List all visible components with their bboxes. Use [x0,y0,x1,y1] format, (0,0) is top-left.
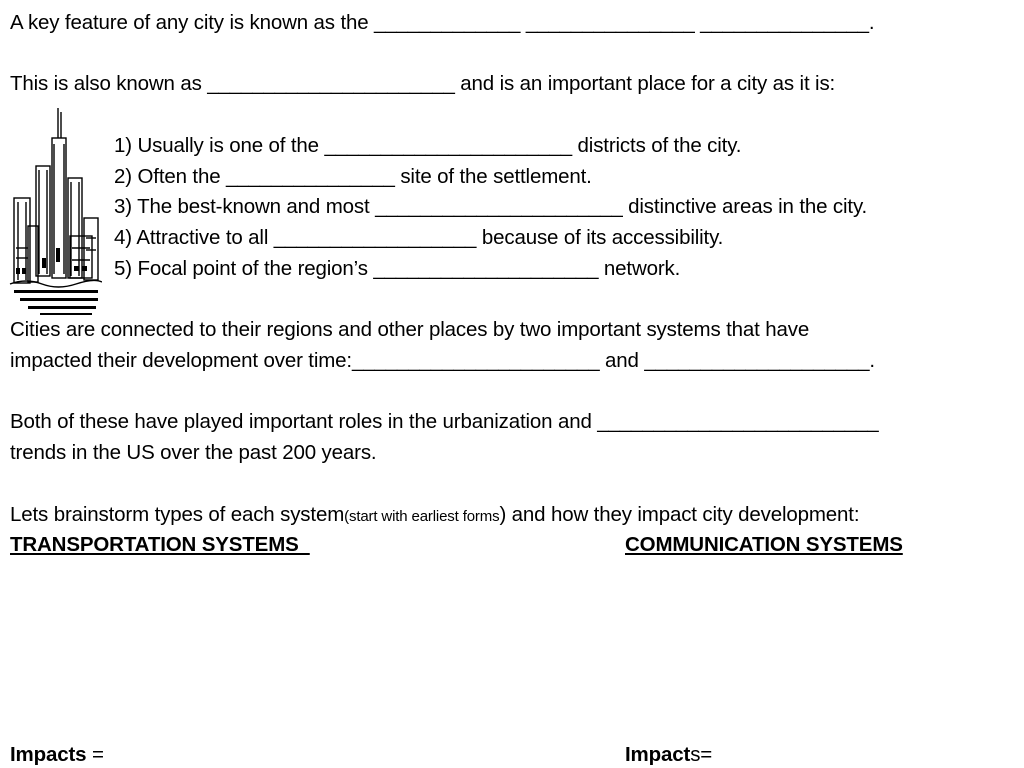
brainstorm-prefix: Lets brainstorm types of each system [10,503,345,526]
paragraph-2-line-1: Cities are connected to their regions and other places by two important systems that have [10,318,810,341]
brainstorm-suffix: ) and how they impact city development: [499,503,860,526]
transportation-impacts-label [10,743,104,767]
communication-heading: COMMUNICATION SYSTEMS [625,533,903,556]
brainstorm-line [10,503,859,529]
impacts-right-rest: s= [690,743,713,766]
impacts-left-bold: Impacts [10,743,87,766]
paragraph-3-line-1: Both of these have played important roles in the urbanization and _________________________ [10,410,879,433]
impacts-left-rest: = [86,743,104,766]
intro-line-2: This is also known as ______________________ and is an important place for a city as it is: [10,72,836,95]
list-item-5: 5) Focal point of the region’s ____________________ network. [114,257,681,280]
transportation-heading: TRANSPORTATION SYSTEMS [10,533,310,556]
communication-impacts-label [625,743,712,767]
list-item-1: 1) Usually is one of the ______________________ districts of the city. [114,134,742,157]
brainstorm-note: (start with earliest forms [344,508,500,525]
intro-line-1: A key feature of any city is known as the _____________ _______________ _______________. [10,11,875,34]
paragraph-2-line-2: impacted their development over time:______________________ and ____________________. [10,349,875,372]
list-item-2: 2) Often the _______________ site of the settlement. [114,165,592,188]
impacts-right-bold: Impact [625,743,691,766]
city-skyline-icon [6,108,102,316]
list-item-3: 3) The best-known and most ______________________ distinctive areas in the city. [114,195,868,218]
list-item-4: 4) Attractive to all __________________ because of its accessibility. [114,226,724,249]
paragraph-3-line-2: trends in the US over the past 200 years. [10,441,377,464]
